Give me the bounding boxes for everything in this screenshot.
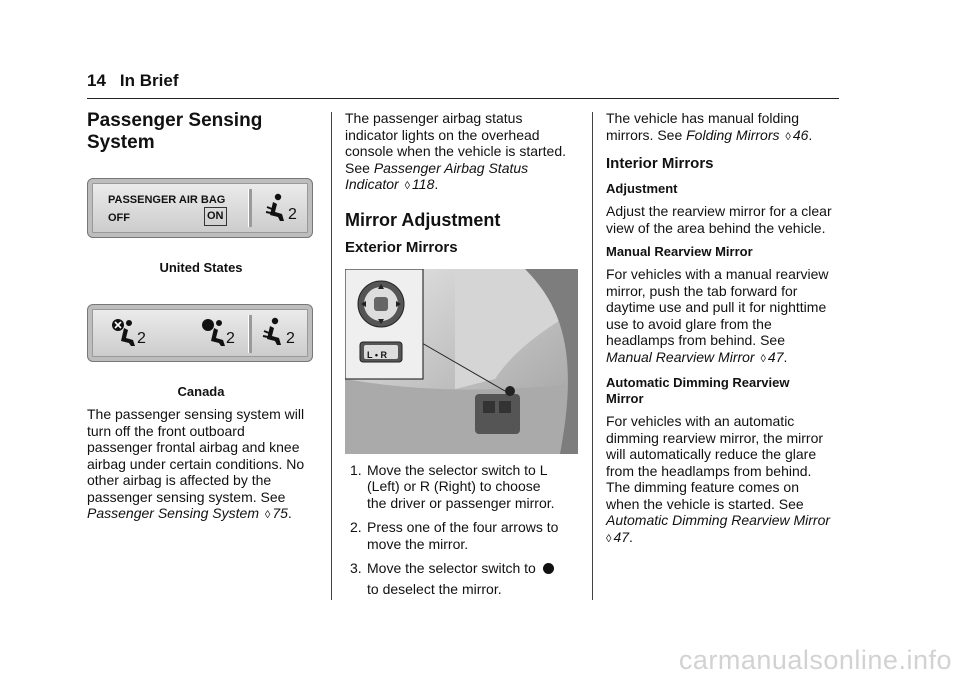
- manual-rearview-mirror-heading: Manual Rearview Mirror: [606, 244, 753, 259]
- reference-arrow-icon: ◊: [606, 532, 612, 545]
- passenger-sensing-title: Passenger Sensing System: [87, 110, 263, 153]
- reference-arrow-icon: ◊: [785, 130, 791, 143]
- interior-mirrors-heading: Interior Mirrors: [606, 155, 714, 172]
- section-title: In Brief: [119, 71, 179, 90]
- seat-number: 2: [226, 329, 235, 347]
- selector-switch-label: L • R: [367, 349, 387, 360]
- airbag-off-icon: [106, 317, 138, 347]
- reference-arrow-icon: ◊: [404, 180, 411, 192]
- watermark: carmanualsonline.info: [678, 645, 952, 675]
- reference-page[interactable]: 47: [767, 348, 784, 365]
- cross-reference-link[interactable]: Automatic Dimming Rearview Mirror: [606, 512, 831, 528]
- cross-reference-link[interactable]: Passenger Sensing System: [87, 505, 259, 521]
- us-airbag-indicator-panel: [87, 178, 313, 238]
- panel-off-label: OFF: [108, 212, 130, 224]
- reference-arrow-icon: ◊: [760, 352, 766, 365]
- list-item: 2. Press one of the four arrows to move the mirror.: [350, 519, 559, 552]
- reference-page[interactable]: 47: [613, 528, 630, 545]
- passenger-seat-icon: [263, 193, 291, 223]
- column-divider-1: [331, 112, 332, 600]
- reference-arrow-icon: ◊: [264, 509, 271, 521]
- column-2: [345, 110, 580, 597]
- exterior-mirrors-heading: Exterior Mirrors: [345, 238, 458, 256]
- list-item: 1. Move the selector switch to L (Left) or R (Right) to choose the driver or passenger mirror.: [350, 461, 555, 511]
- panel-on-label: ON: [204, 207, 227, 226]
- panel-label: PASSENGER AIR BAG: [108, 194, 226, 206]
- center-position-icon: [543, 563, 554, 574]
- page-number: 14: [87, 71, 106, 90]
- cross-reference-link[interactable]: Indicator: [345, 176, 399, 192]
- canada-airbag-indicator-panel: [87, 304, 313, 362]
- list-item: 3. Move the selector switch to to deselect the mirror.: [345, 560, 580, 597]
- seat-number: 2: [288, 206, 297, 223]
- caption-canada: Canada: [177, 383, 225, 399]
- folding-mirrors-paragraph: The vehicle has manual folding mirrors. See Folding Mirrors ◊ 46.: [606, 110, 813, 143]
- adjustment-heading: Adjustment: [606, 181, 678, 196]
- reference-page[interactable]: 118: [412, 176, 435, 192]
- column-divider-2: [592, 112, 593, 600]
- cross-reference-link[interactable]: Manual Rearview Mirror: [606, 348, 755, 365]
- automatic-dimming-heading: Automatic Dimming Rearview Mirror: [606, 375, 790, 406]
- mirror-steps-list: [345, 462, 580, 598]
- passenger-seat-icon: [260, 317, 288, 347]
- header-rule: [87, 98, 839, 99]
- automatic-dimming-paragraph: For vehicles with an automatic dimming rearview mirror, the mirror will automatically reduce the glare from the headlamps from behind. The dimming feature comes on when the vehicle is started. See Automatic Dimming Rearview Mirror ◊ 47.: [606, 413, 831, 545]
- airbag-status-paragraph: The passenger airbag status indicator lights on the overhead console when the vehicle is started. See Passenger Airbag Status Indicator ◊ 118.: [345, 110, 567, 192]
- caption-united-states: United States: [159, 260, 243, 275]
- column-3: [606, 110, 842, 547]
- mirror-switch-photo: [345, 269, 578, 454]
- manual-mirror-paragraph: For vehicles with a manual rearview mirror, push the tab forward for daytime use and pull it for nighttime use to avoid glare from the headlamps from behind. See Manual Rearview Mirror ◊ 47.: [606, 266, 829, 365]
- page-header: [87, 71, 178, 91]
- mirror-adjustment-heading: Mirror Adjustment: [345, 209, 501, 230]
- reference-page[interactable]: 46: [792, 126, 809, 143]
- seat-number: 2: [286, 329, 295, 347]
- reference-page[interactable]: 75: [272, 505, 288, 521]
- cross-reference-link[interactable]: Folding Mirrors: [686, 126, 780, 143]
- adjustment-paragraph: Adjust the rearview mirror for a clear view of the area behind the vehicle.: [606, 203, 832, 236]
- column-1: [87, 110, 315, 524]
- seat-number: 2: [137, 329, 146, 347]
- airbag-on-icon: [196, 317, 228, 347]
- cross-reference-link[interactable]: Passenger Airbag Status: [373, 159, 529, 176]
- passenger-sensing-paragraph: The passenger sensing system will turn off the front outboard passenger frontal airbag and knee airbag under certain conditions. No other airbag is affected by the passenger sensing system. See Passenger Sensing System ◊ 75.: [87, 406, 305, 521]
